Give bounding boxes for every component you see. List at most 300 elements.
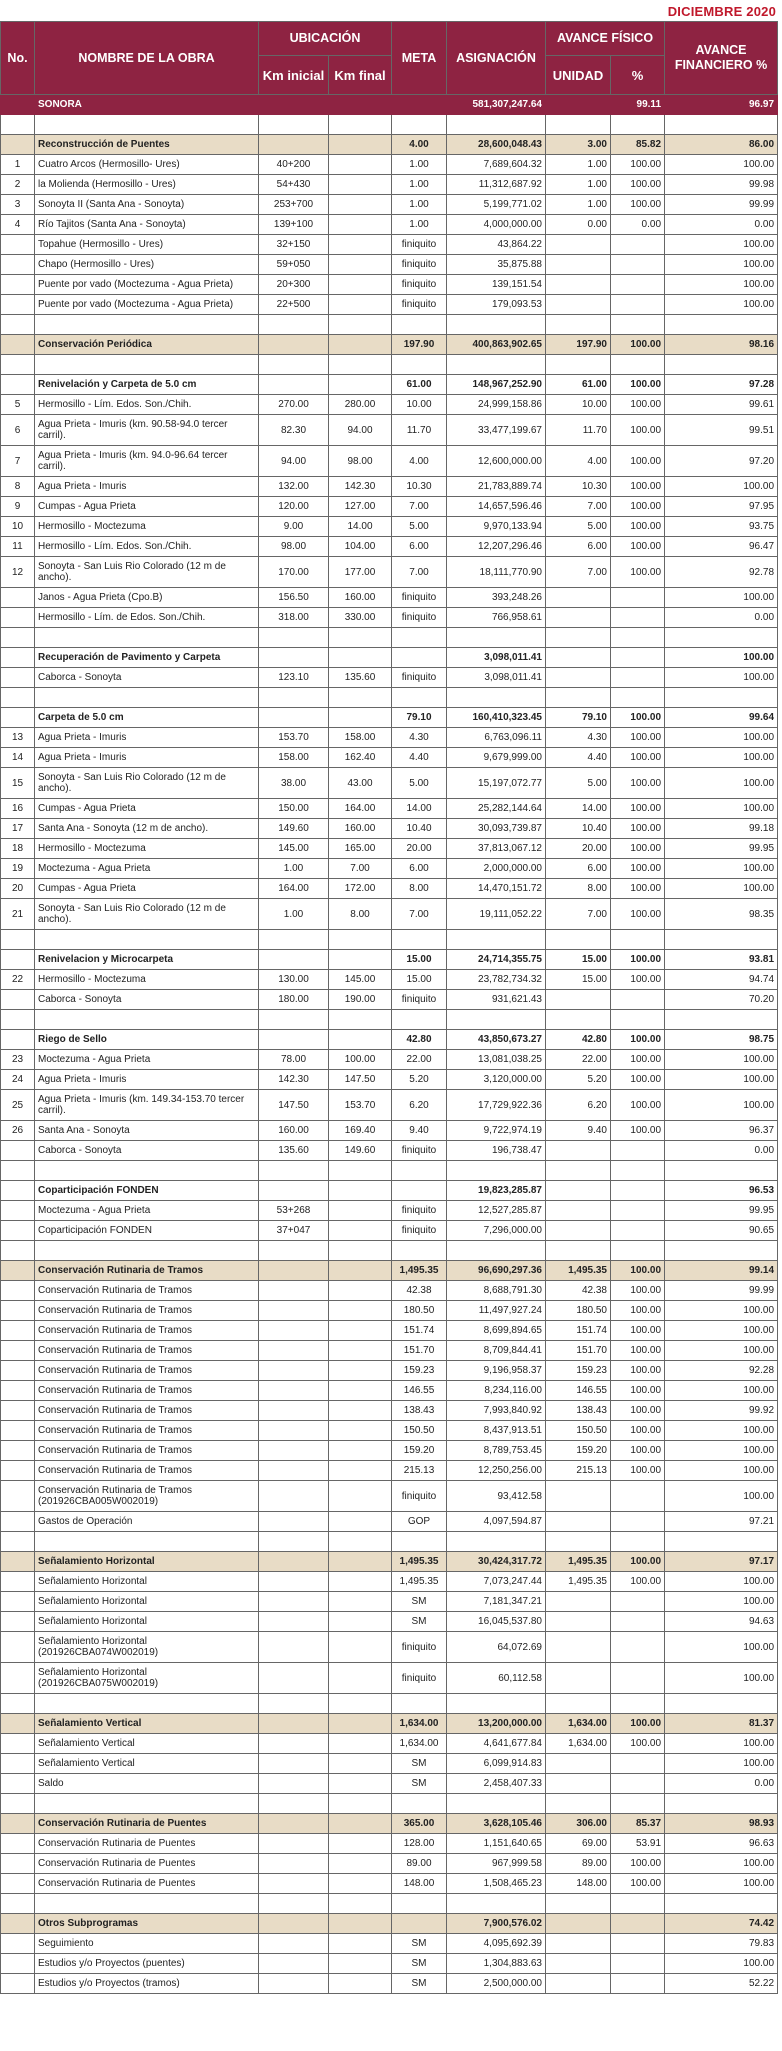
cell-meta: 4.30: [392, 728, 447, 748]
cell-no: 15: [1, 768, 35, 799]
cell-avance-financiero: 98.16: [665, 335, 778, 355]
cell-unidad: 15.00: [546, 950, 611, 970]
cell-km-final: [329, 235, 392, 255]
cell-km-final: [329, 1401, 392, 1421]
cell-km-final: [329, 1714, 392, 1734]
cell-pct: 100.00: [611, 1261, 665, 1281]
spacer-row: [1, 628, 778, 648]
cell-asignacion: 4,000,000.00: [447, 215, 546, 235]
cell-no: 6: [1, 415, 35, 446]
cell-avance-financiero: 96.47: [665, 537, 778, 557]
cell-no: [1, 1734, 35, 1754]
cell-unidad: 20.00: [546, 839, 611, 859]
cell-km-final: 8.00: [329, 899, 392, 930]
cell-asignacion: [447, 1241, 546, 1261]
cell-avance-financiero: 100.00: [665, 648, 778, 668]
cell-asignacion: 6,763,096.11: [447, 728, 546, 748]
cell-km-final: [329, 1421, 392, 1441]
cell-no: [1, 930, 35, 950]
cell-km-inicial: [259, 375, 329, 395]
cell-meta: 151.70: [392, 1341, 447, 1361]
cell-meta: [392, 1894, 447, 1914]
cell-no: [1, 1714, 35, 1734]
table-row: [1, 588, 778, 608]
cell-km-final: 100.00: [329, 1050, 392, 1070]
cell-name: Sonoyta - San Luis Rio Colorado (12 m de ancho).: [35, 899, 259, 930]
cell-asignacion: 4,097,594.87: [447, 1512, 546, 1532]
cell-km-inicial: 270.00: [259, 395, 329, 415]
header-no: No.: [1, 22, 35, 95]
cell-unidad: 11.70: [546, 415, 611, 446]
cell-asignacion: 1,151,640.65: [447, 1834, 546, 1854]
cell-pct: [611, 115, 665, 135]
cell-no: [1, 315, 35, 335]
cell-avance-financiero: [665, 628, 778, 648]
cell-km-inicial: [259, 1532, 329, 1552]
spacer-row: [1, 688, 778, 708]
cell-avance-financiero: 100.00: [665, 1070, 778, 1090]
cell-pct: 100.00: [611, 970, 665, 990]
cell-km-inicial: 120.00: [259, 497, 329, 517]
cell-km-final: [329, 1694, 392, 1714]
cell-meta: 180.50: [392, 1301, 447, 1321]
cell-km-final: [329, 1814, 392, 1834]
cell-unidad: [546, 255, 611, 275]
cell-unidad: 69.00: [546, 1834, 611, 1854]
cell-asignacion: [447, 1694, 546, 1714]
cell-name: Gastos de Operación: [35, 1512, 259, 1532]
cell-name: Topahue (Hermosillo - Ures): [35, 235, 259, 255]
cell-unidad: 215.13: [546, 1461, 611, 1481]
cell-no: 21: [1, 899, 35, 930]
cell-pct: 100.00: [611, 1401, 665, 1421]
cell-asignacion: 18,111,770.90: [447, 557, 546, 588]
cell-meta: 15.00: [392, 950, 447, 970]
cell-no: [1, 1552, 35, 1572]
cell-no: [1, 1914, 35, 1934]
cell-pct: 100.00: [611, 1572, 665, 1592]
cell-asignacion: [447, 930, 546, 950]
table-header: [1, 22, 778, 95]
cell-no: [1, 950, 35, 970]
cell-meta: SM: [392, 1954, 447, 1974]
cell-asignacion: 16,045,537.80: [447, 1612, 546, 1632]
cell-unidad: [546, 235, 611, 255]
subtotal-row: [1, 1914, 778, 1934]
table-row: [1, 1361, 778, 1381]
cell-unidad: 10.40: [546, 819, 611, 839]
cell-no: [1, 1241, 35, 1261]
header-ubicacion: UBICACIÓN: [259, 22, 392, 56]
cell-avance-financiero: 100.00: [665, 1954, 778, 1974]
cell-meta: finiquito: [392, 1663, 447, 1694]
cell-unidad: [546, 1934, 611, 1954]
cell-km-final: [329, 1532, 392, 1552]
cell-asignacion: 14,470,151.72: [447, 879, 546, 899]
cell-unidad: 138.43: [546, 1401, 611, 1421]
cell-km-inicial: [259, 1734, 329, 1754]
cell-no: [1, 1874, 35, 1894]
cell-avance-financiero: 97.20: [665, 446, 778, 477]
cell-meta: 128.00: [392, 1834, 447, 1854]
cell-name: Conservación Rutinaria de Tramos: [35, 1421, 259, 1441]
cell-avance-financiero: 100.00: [665, 668, 778, 688]
cell-asignacion: 581,307,247.64: [447, 95, 546, 115]
cell-asignacion: [447, 628, 546, 648]
cell-meta: 159.23: [392, 1361, 447, 1381]
cell-asignacion: 8,699,894.65: [447, 1321, 546, 1341]
group-row: [1, 1030, 778, 1050]
cell-no: 16: [1, 799, 35, 819]
spacer-row: [1, 1241, 778, 1261]
cell-meta: 1,634.00: [392, 1734, 447, 1754]
cell-km-inicial: 135.60: [259, 1141, 329, 1161]
cell-km-inicial: [259, 1361, 329, 1381]
cell-meta: SM: [392, 1974, 447, 1994]
cell-unidad: [546, 1974, 611, 1994]
cell-avance-financiero: 100.00: [665, 1572, 778, 1592]
cell-no: [1, 1321, 35, 1341]
cell-unidad: 14.00: [546, 799, 611, 819]
cell-name: Carpeta de 5.0 cm: [35, 708, 259, 728]
cell-unidad: [546, 1221, 611, 1241]
cell-name: Estudios y/o Proyectos (tramos): [35, 1974, 259, 1994]
cell-km-final: 172.00: [329, 879, 392, 899]
cell-km-inicial: 180.00: [259, 990, 329, 1010]
cell-avance-financiero: 100.00: [665, 1754, 778, 1774]
cell-km-inicial: [259, 1481, 329, 1512]
cell-asignacion: 30,424,317.72: [447, 1552, 546, 1572]
cell-avance-financiero: 100.00: [665, 1461, 778, 1481]
cell-unidad: 3.00: [546, 135, 611, 155]
cell-pct: [611, 275, 665, 295]
cell-km-final: 190.00: [329, 990, 392, 1010]
group-row: [1, 950, 778, 970]
spacer-row: [1, 1532, 778, 1552]
cell-km-final: 149.60: [329, 1141, 392, 1161]
cell-km-inicial: 32+150: [259, 235, 329, 255]
cell-no: [1, 1612, 35, 1632]
spacer-row: [1, 1010, 778, 1030]
cell-name: Señalamiento Horizontal (201926CBA074W002019): [35, 1632, 259, 1663]
cell-km-inicial: [259, 335, 329, 355]
cell-km-final: [329, 628, 392, 648]
table-row: [1, 990, 778, 1010]
cell-meta: 7.00: [392, 497, 447, 517]
cell-name: Reconstrucción de Puentes: [35, 135, 259, 155]
cell-meta: finiquito: [392, 1481, 447, 1512]
cell-no: [1, 1774, 35, 1794]
cell-km-final: [329, 1974, 392, 1994]
spacer-row: [1, 115, 778, 135]
cell-pct: 100.00: [611, 899, 665, 930]
cell-name: Otros Subprogramas: [35, 1914, 259, 1934]
cell-name: Conservación Rutinaria de Tramos: [35, 1401, 259, 1421]
cell-pct: [611, 295, 665, 315]
group-row: [1, 1181, 778, 1201]
spacer-row: [1, 1694, 778, 1714]
cell-unidad: 4.40: [546, 748, 611, 768]
cell-no: 19: [1, 859, 35, 879]
cell-no: 18: [1, 839, 35, 859]
cell-asignacion: 7,900,576.02: [447, 1914, 546, 1934]
cell-km-final: 14.00: [329, 517, 392, 537]
cell-meta: 8.00: [392, 879, 447, 899]
cell-km-final: [329, 1592, 392, 1612]
cell-km-final: [329, 275, 392, 295]
cell-km-inicial: [259, 1261, 329, 1281]
cell-km-final: [329, 1914, 392, 1934]
cell-meta: [392, 115, 447, 135]
cell-name: Puente por vado (Moctezuma - Agua Prieta): [35, 295, 259, 315]
cell-meta: finiquito: [392, 1201, 447, 1221]
cell-pct: 100.00: [611, 335, 665, 355]
cell-asignacion: 8,234,116.00: [447, 1381, 546, 1401]
cell-avance-financiero: 100.00: [665, 155, 778, 175]
cell-no: [1, 235, 35, 255]
cell-name: Cumpas - Agua Prieta: [35, 799, 259, 819]
cell-unidad: [546, 628, 611, 648]
cell-no: [1, 1361, 35, 1381]
cell-pct: [611, 1532, 665, 1552]
cell-meta: 6.00: [392, 537, 447, 557]
cell-no: [1, 375, 35, 395]
table-row: [1, 1281, 778, 1301]
cell-km-final: 165.00: [329, 839, 392, 859]
cell-km-inicial: 139+100: [259, 215, 329, 235]
cell-meta: 159.20: [392, 1441, 447, 1461]
cell-unidad: 159.20: [546, 1441, 611, 1461]
cell-meta: 1,634.00: [392, 1714, 447, 1734]
cell-meta: [392, 1794, 447, 1814]
cell-avance-financiero: 100.00: [665, 799, 778, 819]
cell-km-inicial: [259, 1301, 329, 1321]
cell-pct: [611, 1592, 665, 1612]
cell-unidad: [546, 588, 611, 608]
table-row: [1, 1381, 778, 1401]
table-body: [1, 95, 778, 1994]
cell-meta: 1.00: [392, 195, 447, 215]
cell-unidad: [546, 1663, 611, 1694]
table-row: [1, 1121, 778, 1141]
cell-unidad: 7.00: [546, 899, 611, 930]
cell-no: [1, 1834, 35, 1854]
cell-km-final: [329, 1261, 392, 1281]
cell-name: Cumpas - Agua Prieta: [35, 879, 259, 899]
cell-no: [1, 1694, 35, 1714]
cell-asignacion: 766,958.61: [447, 608, 546, 628]
cell-name: [35, 315, 259, 335]
cell-km-inicial: [259, 1421, 329, 1441]
cell-pct: 100.00: [611, 1552, 665, 1572]
cell-avance-financiero: 100.00: [665, 1050, 778, 1070]
cell-pct: 100.00: [611, 1854, 665, 1874]
cell-pct: 85.37: [611, 1814, 665, 1834]
cell-km-inicial: [259, 1552, 329, 1572]
cell-pct: 100.00: [611, 537, 665, 557]
cell-asignacion: [447, 1532, 546, 1552]
cell-unidad: [546, 1914, 611, 1934]
cell-unidad: 61.00: [546, 375, 611, 395]
cell-km-final: [329, 1201, 392, 1221]
cell-km-final: 169.40: [329, 1121, 392, 1141]
table-row: [1, 395, 778, 415]
cell-meta: 14.00: [392, 799, 447, 819]
cell-pct: [611, 1663, 665, 1694]
cell-km-final: 158.00: [329, 728, 392, 748]
cell-pct: 100.00: [611, 195, 665, 215]
table-row: [1, 517, 778, 537]
cell-unidad: [546, 1141, 611, 1161]
cell-unidad: 150.50: [546, 1421, 611, 1441]
cell-no: [1, 1974, 35, 1994]
cell-unidad: 10.00: [546, 395, 611, 415]
cell-avance-financiero: 0.00: [665, 1774, 778, 1794]
cell-avance-financiero: 100.00: [665, 477, 778, 497]
cell-meta: 11.70: [392, 415, 447, 446]
report-period: DICIEMBRE 2020: [667, 4, 776, 19]
cell-km-inicial: [259, 1894, 329, 1914]
cell-meta: 138.43: [392, 1401, 447, 1421]
cell-km-inicial: [259, 1572, 329, 1592]
table-row: [1, 1874, 778, 1894]
cell-no: [1, 1261, 35, 1281]
cell-asignacion: 7,689,604.32: [447, 155, 546, 175]
cell-km-final: [329, 1241, 392, 1261]
cell-asignacion: 12,527,285.87: [447, 1201, 546, 1221]
cell-asignacion: 11,312,687.92: [447, 175, 546, 195]
cell-unidad: 197.90: [546, 335, 611, 355]
cell-no: 22: [1, 970, 35, 990]
cell-no: [1, 1754, 35, 1774]
cell-name: Moctezuma - Agua Prieta: [35, 859, 259, 879]
cell-unidad: [546, 1612, 611, 1632]
cell-asignacion: 4,095,692.39: [447, 1934, 546, 1954]
cell-avance-financiero: 99.98: [665, 175, 778, 195]
cell-unidad: 22.00: [546, 1050, 611, 1070]
cell-km-final: [329, 1572, 392, 1592]
cell-unidad: [546, 1592, 611, 1612]
cell-no: [1, 1663, 35, 1694]
cell-avance-financiero: 99.61: [665, 395, 778, 415]
table-row: [1, 859, 778, 879]
cell-no: [1, 115, 35, 135]
cell-km-final: [329, 1854, 392, 1874]
table-row: [1, 970, 778, 990]
cell-avance-financiero: 99.95: [665, 1201, 778, 1221]
cell-no: 9: [1, 497, 35, 517]
cell-asignacion: 12,250,256.00: [447, 1461, 546, 1481]
cell-pct: 100.00: [611, 155, 665, 175]
cell-unidad: 5.00: [546, 768, 611, 799]
cell-name: [35, 1794, 259, 1814]
cell-name: [35, 355, 259, 375]
cell-asignacion: 9,722,974.19: [447, 1121, 546, 1141]
cell-no: [1, 1281, 35, 1301]
cell-km-final: [329, 1361, 392, 1381]
cell-pct: 100.00: [611, 879, 665, 899]
cell-unidad: [546, 1532, 611, 1552]
cell-km-inicial: 54+430: [259, 175, 329, 195]
table-row: [1, 1934, 778, 1954]
cell-meta: 7.00: [392, 899, 447, 930]
cell-km-final: [329, 1552, 392, 1572]
cell-pct: [611, 1974, 665, 1994]
table-row: [1, 537, 778, 557]
cell-asignacion: 96,690,297.36: [447, 1261, 546, 1281]
cell-unidad: 1,634.00: [546, 1734, 611, 1754]
cell-name: Hermosillo - Moctezuma: [35, 970, 259, 990]
cell-name: Caborca - Sonoyta: [35, 1141, 259, 1161]
cell-no: 12: [1, 557, 35, 588]
cell-meta: 5.20: [392, 1070, 447, 1090]
cell-pct: [611, 1010, 665, 1030]
cell-pct: 100.00: [611, 748, 665, 768]
cell-no: [1, 648, 35, 668]
cell-avance-financiero: 92.78: [665, 557, 778, 588]
cell-name: [35, 1894, 259, 1914]
table-row: [1, 1612, 778, 1632]
table-row: [1, 1341, 778, 1361]
cell-no: 24: [1, 1070, 35, 1090]
cell-no: [1, 1341, 35, 1361]
table-row: [1, 839, 778, 859]
cell-pct: [611, 588, 665, 608]
cell-asignacion: 13,200,000.00: [447, 1714, 546, 1734]
cell-pct: 100.00: [611, 446, 665, 477]
cell-unidad: 159.23: [546, 1361, 611, 1381]
cell-name: Señalamiento Horizontal: [35, 1552, 259, 1572]
cell-name: Conservación Periódica: [35, 335, 259, 355]
cell-avance-financiero: [665, 115, 778, 135]
table-row: [1, 799, 778, 819]
cell-km-inicial: [259, 355, 329, 375]
header-asignacion: ASIGNACIÓN: [447, 22, 546, 95]
cell-km-final: [329, 155, 392, 175]
cell-km-final: [329, 1754, 392, 1774]
cell-avance-financiero: 98.35: [665, 899, 778, 930]
cell-unidad: 42.38: [546, 1281, 611, 1301]
cell-meta: 197.90: [392, 335, 447, 355]
cell-asignacion: 8,709,844.41: [447, 1341, 546, 1361]
cell-km-final: [329, 1301, 392, 1321]
cell-pct: 100.00: [611, 1381, 665, 1401]
cell-asignacion: [447, 1794, 546, 1814]
cell-pct: [611, 1914, 665, 1934]
cell-pct: 100.00: [611, 1121, 665, 1141]
cell-asignacion: 12,207,296.46: [447, 537, 546, 557]
table-row: [1, 668, 778, 688]
cell-unidad: [546, 1894, 611, 1914]
cell-avance-financiero: 100.00: [665, 1301, 778, 1321]
cell-avance-financiero: 97.21: [665, 1512, 778, 1532]
cell-avance-financiero: 100.00: [665, 748, 778, 768]
cell-avance-financiero: 98.93: [665, 1814, 778, 1834]
table-row: [1, 1481, 778, 1512]
cell-no: 26: [1, 1121, 35, 1141]
cell-meta: finiquito: [392, 235, 447, 255]
cell-km-final: [329, 115, 392, 135]
cell-meta: [392, 1010, 447, 1030]
cell-name: Moctezuma - Agua Prieta: [35, 1201, 259, 1221]
cell-pct: 100.00: [611, 799, 665, 819]
cell-name: [35, 628, 259, 648]
subtotal-row: [1, 1552, 778, 1572]
cell-km-inicial: 149.60: [259, 819, 329, 839]
cell-unidad: 7.00: [546, 497, 611, 517]
cell-avance-financiero: 0.00: [665, 1141, 778, 1161]
cell-name: Conservación Rutinaria de Tramos: [35, 1381, 259, 1401]
